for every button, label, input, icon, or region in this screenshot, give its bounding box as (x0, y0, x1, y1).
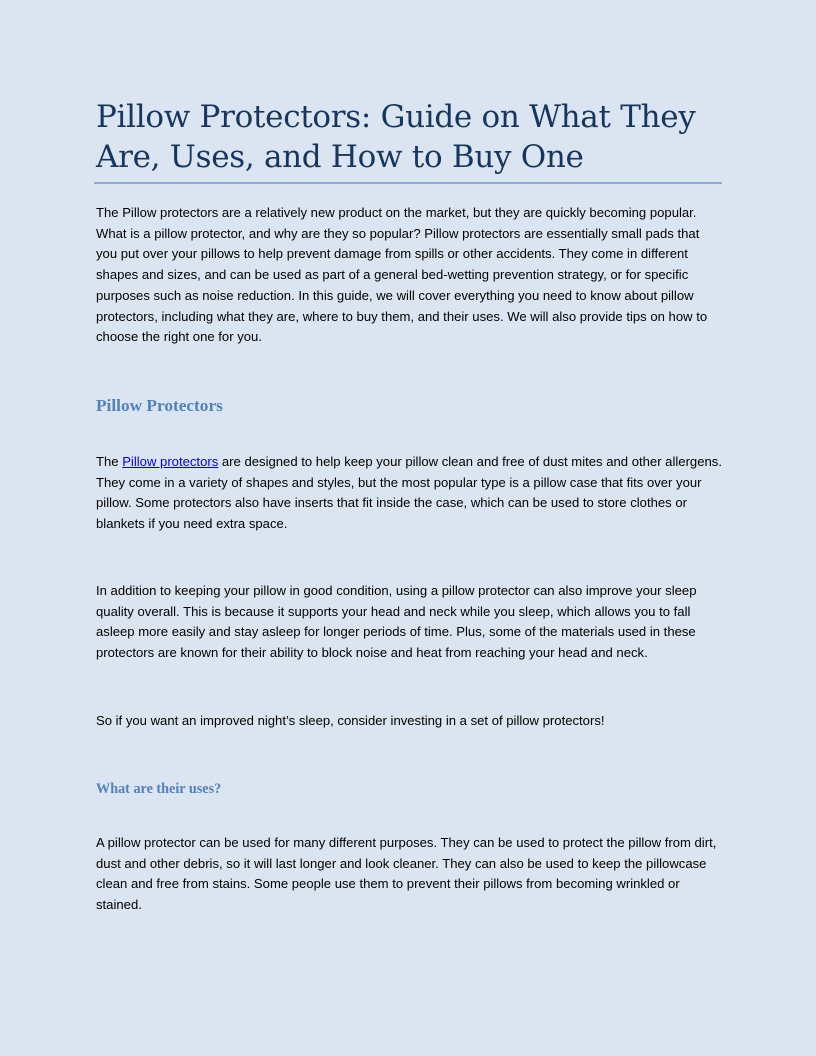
section-heading-uses: What are their uses? (96, 781, 222, 797)
title-divider (94, 182, 722, 184)
section1-paragraph-3: So if you want an improved night’s sleep, consider investing in a set of pillow protectors! (96, 713, 605, 728)
section-heading-pillow-protectors: Pillow Protectors (96, 396, 223, 415)
section1-paragraph-2: In addition to keeping your pillow in good condition, using a pillow protector can also improve your sleep quality overall. This is because it supports your head and neck while you sleep, which allows you to fall asleep more easily and stay asleep for longer periods of time. Plus, some of the materials used in these protectors are known for their ability to block noise and heat from reaching your head and neck. (96, 583, 697, 661)
document-title: Pillow Protectors: Guide on What They Are, Uses, and How to Buy One (96, 99, 696, 175)
pillow-protectors-link[interactable]: Pillow protectors (122, 454, 219, 469)
intro-paragraph: The Pillow protectors are a relatively new product on the market, but they are quickly becoming popular. What is a pillow protector, and why are they so popular? Pillow protectors are essentially small pads that you put over your pillows to help prevent damage from spills or other accidents. They come in different shapes and sizes, and can be used as part of a general bed-wetting prevention strategy, or for specific purposes such as noise reduction. In this guide, we will cover everything you need to know about pillow protectors, including what they are, where to buy them, and their uses. We will also provide tips on how to choose the right one for you. (96, 205, 708, 345)
section1-paragraph-1 (96, 452, 722, 535)
paragraph-text-rest: are designed to help keep your pillow clean and free of dust mites and other allergens. They come in a variety of shapes and styles, but the most popular type is a pillow case that fits over your pillow. Some protectors also have inserts that fit inside the case, which can be used to store clothes or blankets if you need extra space. (96, 454, 722, 532)
document-page (96, 0, 722, 1056)
section2-paragraph-1: A pillow protector can be used for many different purposes. They can be used to protect the pillow from dirt, dust and other debris, so it will last longer and look cleaner. They can also be used to keep the pillowcase clean and free from stains. Some people use them to prevent their pillows from becoming wrinkled or stained. (96, 835, 717, 913)
paragraph-text-start: The (96, 454, 123, 469)
